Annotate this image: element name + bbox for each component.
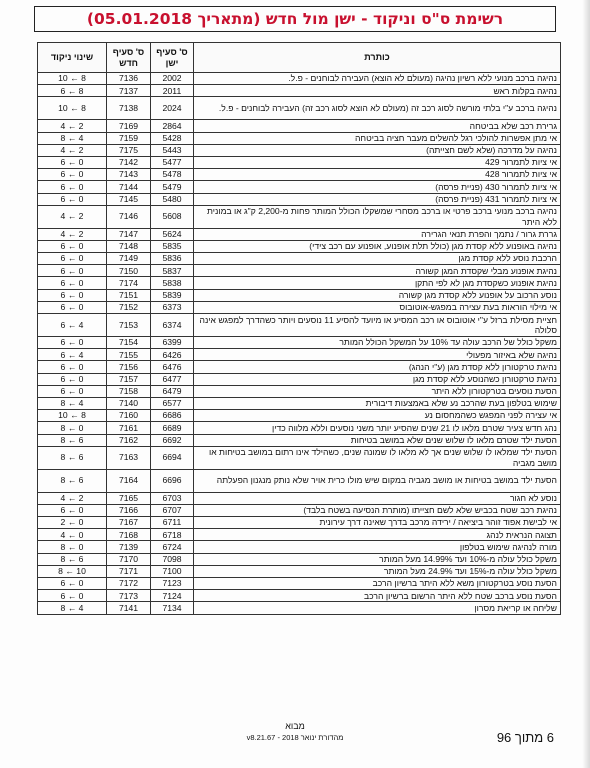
table-row bbox=[38, 578, 561, 590]
row-points-change: 8 ← 6 bbox=[38, 434, 107, 446]
row-points-change: 4 ← 2 bbox=[38, 144, 107, 156]
row-points-change: 6 ← 0 bbox=[38, 181, 107, 193]
row-title: שימוש בטלפון בעת שהרכב נע שלא באמצעות דיבורית bbox=[194, 397, 561, 409]
footer-version: מהדורת ינואר 2018 - v8.21.67 bbox=[246, 733, 344, 742]
table-row bbox=[38, 265, 561, 277]
row-new-section: 7162 bbox=[107, 434, 151, 446]
row-title: הסעת ילד במושב בטיחות או מושב מגביה במקום שיש מולו כרית אויר שלא נותק מנגנון הפעלתה bbox=[194, 469, 561, 492]
row-new-section: 7161 bbox=[107, 422, 151, 434]
table-row bbox=[38, 156, 561, 168]
table-row bbox=[38, 314, 561, 337]
row-points-change: 6 ← 0 bbox=[38, 385, 107, 397]
row-old-section: 2011 bbox=[151, 85, 194, 97]
row-points-change: 8 ← 6 bbox=[38, 469, 107, 492]
row-points-change: 4 ← 2 bbox=[38, 228, 107, 240]
row-old-section: 2002 bbox=[151, 73, 194, 85]
row-old-section: 5835 bbox=[151, 240, 194, 252]
table-row bbox=[38, 73, 561, 85]
row-new-section: 7152 bbox=[107, 301, 151, 313]
row-new-section: 7155 bbox=[107, 349, 151, 361]
table-row bbox=[38, 85, 561, 97]
row-title: אי מילוי הוראות בעת עצירה במפגש-אוטובוס bbox=[194, 301, 561, 313]
table-row bbox=[38, 289, 561, 301]
row-old-section: 5477 bbox=[151, 156, 194, 168]
row-title: משקל כולל של הרכב עולה עד 10% על המשקל הכולל המותר bbox=[194, 337, 561, 349]
row-new-section: 7172 bbox=[107, 578, 151, 590]
row-title: תצוגה הנראית לנהג bbox=[194, 529, 561, 541]
row-old-section: 5428 bbox=[151, 132, 194, 144]
row-old-section: 6426 bbox=[151, 349, 194, 361]
row-title: נוסע הרכוב על אופנוע ללא קסדת מגן קשורה bbox=[194, 289, 561, 301]
row-points-change: 6 ← 0 bbox=[38, 504, 107, 516]
table-row bbox=[38, 253, 561, 265]
table-row bbox=[38, 193, 561, 205]
table-row bbox=[38, 349, 561, 361]
row-title: נהיגה ברכב ע"י בלתי מורשה לסוג רכב זה (מעולם לא הוצא לסוג רכב זה) העבירה לבוחנים - פ.ל. bbox=[194, 97, 561, 120]
table-row bbox=[38, 120, 561, 132]
row-old-section: 6577 bbox=[151, 397, 194, 409]
row-new-section: 7148 bbox=[107, 240, 151, 252]
table-row bbox=[38, 97, 561, 120]
row-new-section: 7171 bbox=[107, 565, 151, 577]
row-points-change: 4 ← 2 bbox=[38, 205, 107, 228]
row-title: הסעת נוסע ברכב שטח ללא היתר הרשום ברשיון הרכב bbox=[194, 590, 561, 602]
row-points-change: 10 ← 8 bbox=[38, 97, 107, 120]
row-points-change: 6 ← 0 bbox=[38, 277, 107, 289]
row-new-section: 7146 bbox=[107, 205, 151, 228]
row-old-section: 6718 bbox=[151, 529, 194, 541]
row-title: אי ציות לתמרור 431 (פניית פרסה) bbox=[194, 193, 561, 205]
row-points-change: 6 ← 4 bbox=[38, 349, 107, 361]
table-row bbox=[38, 132, 561, 144]
row-new-section: 7173 bbox=[107, 590, 151, 602]
row-points-change: 8 ← 4 bbox=[38, 602, 107, 614]
row-old-section: 7134 bbox=[151, 602, 194, 614]
table-row bbox=[38, 205, 561, 228]
row-points-change: 6 ← 0 bbox=[38, 240, 107, 252]
row-points-change: 6 ← 0 bbox=[38, 169, 107, 181]
row-old-section: 5838 bbox=[151, 277, 194, 289]
row-old-section: 6707 bbox=[151, 504, 194, 516]
row-title: חציית מסילת ברזל ע"י אוטובוס או רכב המסיע או מיועד להסיע 11 נוסעים ויותר כשהדרך למפגש אינה סלולה bbox=[194, 314, 561, 337]
row-new-section: 7138 bbox=[107, 97, 151, 120]
row-new-section: 7143 bbox=[107, 169, 151, 181]
row-points-change: 6 ← 0 bbox=[38, 337, 107, 349]
row-points-change: 8 ← 4 bbox=[38, 397, 107, 409]
row-old-section: 6686 bbox=[151, 410, 194, 422]
row-points-change: 10 ← 8 bbox=[38, 73, 107, 85]
row-title: נהיגה ברכב מנועי ברכב פרטי או ברכב מסחרי שמשקלו הכולל המותר פחות מ-2,200 ק"ג או במונית ללא היתר bbox=[194, 205, 561, 228]
row-new-section: 7153 bbox=[107, 314, 151, 337]
row-old-section: 5608 bbox=[151, 205, 194, 228]
row-old-section: 6703 bbox=[151, 492, 194, 504]
row-points-change: 6 ← 0 bbox=[38, 156, 107, 168]
row-old-section: 5837 bbox=[151, 265, 194, 277]
footer-section: מבוא bbox=[285, 721, 305, 731]
row-old-section: 6476 bbox=[151, 361, 194, 373]
row-old-section: 5443 bbox=[151, 144, 194, 156]
row-old-section: 6374 bbox=[151, 314, 194, 337]
row-title: הסעת נוסע בטרקטורון משא ללא היתר ברשיון הרכב bbox=[194, 578, 561, 590]
table-row bbox=[38, 397, 561, 409]
row-points-change: 10 ← 8 bbox=[38, 410, 107, 422]
row-new-section: 7140 bbox=[107, 397, 151, 409]
table-row bbox=[38, 434, 561, 446]
points-table bbox=[37, 42, 561, 615]
row-points-change: 8 ← 0 bbox=[38, 541, 107, 553]
table-header-row bbox=[38, 43, 561, 73]
row-title: נהיגה באופנוע ללא קסדת מגן (כולל תלת אופנוע, אופנוע עם רכב צידי) bbox=[194, 240, 561, 252]
table-row bbox=[38, 373, 561, 385]
row-old-section: 7100 bbox=[151, 565, 194, 577]
row-new-section: 7167 bbox=[107, 517, 151, 529]
row-old-section: 5839 bbox=[151, 289, 194, 301]
table-row bbox=[38, 169, 561, 181]
row-new-section: 7139 bbox=[107, 541, 151, 553]
row-points-change: 4 ← 2 bbox=[38, 120, 107, 132]
table-row bbox=[38, 277, 561, 289]
row-new-section: 7168 bbox=[107, 529, 151, 541]
row-new-section: 7175 bbox=[107, 144, 151, 156]
row-new-section: 7156 bbox=[107, 361, 151, 373]
row-title: שליחה או קריאת מסרון bbox=[194, 602, 561, 614]
row-points-change: 6 ← 8 bbox=[38, 85, 107, 97]
row-old-section: 5836 bbox=[151, 253, 194, 265]
row-old-section: 5480 bbox=[151, 193, 194, 205]
row-old-section: 6689 bbox=[151, 422, 194, 434]
row-old-section: 5479 bbox=[151, 181, 194, 193]
table-body bbox=[38, 73, 561, 615]
row-new-section: 7154 bbox=[107, 337, 151, 349]
row-points-change: 6 ← 0 bbox=[38, 578, 107, 590]
row-title: נהיגה על מדרכה (שלא לשם חצייתה) bbox=[194, 144, 561, 156]
row-new-section: 7166 bbox=[107, 504, 151, 516]
table-row bbox=[38, 422, 561, 434]
row-old-section: 6696 bbox=[151, 469, 194, 492]
row-new-section: 7170 bbox=[107, 553, 151, 565]
row-title: מורה לנהיגה שימוש בטלפון bbox=[194, 541, 561, 553]
header-points-change: שינוי ניקוד bbox=[38, 43, 107, 73]
table-row bbox=[38, 446, 561, 469]
row-points-change: 6 ← 0 bbox=[38, 193, 107, 205]
row-old-section: 6373 bbox=[151, 301, 194, 313]
row-title: נהיגת רכב שטח בכביש שלא לשם חצייתו (מותרת הנסיעה בשטח בלבד) bbox=[194, 504, 561, 516]
row-title: הסעת ילד שמלאו לו שלוש שנים אך לא מלאו לו שמונה שנים, כשהילד אינו רתום במושב בטיחות או מושב מגביה bbox=[194, 446, 561, 469]
row-title: נוסע לא חגור bbox=[194, 492, 561, 504]
row-new-section: 7149 bbox=[107, 253, 151, 265]
row-points-change: 6 ← 0 bbox=[38, 590, 107, 602]
row-points-change: 4 ← 0 bbox=[38, 529, 107, 541]
row-new-section: 7174 bbox=[107, 277, 151, 289]
table-row bbox=[38, 553, 561, 565]
row-old-section: 6477 bbox=[151, 373, 194, 385]
row-title: הסעת נוסעים בטרקטורון ללא היתר bbox=[194, 385, 561, 397]
page-edge-shadow bbox=[582, 0, 590, 768]
title-box bbox=[34, 6, 556, 32]
table-row bbox=[38, 240, 561, 252]
table-row bbox=[38, 602, 561, 614]
row-new-section: 7169 bbox=[107, 120, 151, 132]
row-old-section: 6694 bbox=[151, 446, 194, 469]
row-title: נהיגה בקלות ראש bbox=[194, 85, 561, 97]
table-row bbox=[38, 541, 561, 553]
header-old-section: ס' סעיף ישן bbox=[151, 43, 194, 73]
row-title: נהיגה ברכב מנועי ללא רשיון נהיגה (מעולם לא הוצא) העבירה לבוחנים - פ.ל. bbox=[194, 73, 561, 85]
row-new-section: 7147 bbox=[107, 228, 151, 240]
row-title: אי ציות לתמרור 429 bbox=[194, 156, 561, 168]
row-new-section: 7145 bbox=[107, 193, 151, 205]
table-row bbox=[38, 301, 561, 313]
table-row bbox=[38, 590, 561, 602]
row-old-section: 6479 bbox=[151, 385, 194, 397]
table-row bbox=[38, 144, 561, 156]
row-points-change: 8 ← 6 bbox=[38, 553, 107, 565]
row-title: אי עצירה לפני המפגש כשהמחסום נע bbox=[194, 410, 561, 422]
row-title: נהיגה שלא באיזור מפעולי bbox=[194, 349, 561, 361]
footer-page-number: 6 מתוך 96 bbox=[496, 730, 554, 745]
row-old-section: 7124 bbox=[151, 590, 194, 602]
page-title: רשימת ס"ס וניקוד - ישן מול חדש (מתאריך 05.01.2018) bbox=[86, 10, 504, 28]
row-points-change: 6 ← 0 bbox=[38, 301, 107, 313]
row-new-section: 7157 bbox=[107, 373, 151, 385]
row-title: משקל כולל עולה מ-15% ועד 24.9% מעל המותר bbox=[194, 565, 561, 577]
row-title: אי לבישת אפוד זוהר ביציאה / ירידה מרכב בדרך שאינה דרך עירונית bbox=[194, 517, 561, 529]
row-points-change: 8 ← 4 bbox=[38, 132, 107, 144]
table-row bbox=[38, 361, 561, 373]
row-points-change: 6 ← 0 bbox=[38, 265, 107, 277]
row-points-change: 6 ← 0 bbox=[38, 361, 107, 373]
row-new-section: 7160 bbox=[107, 410, 151, 422]
row-title: אי ציות לתמרור 430 (פניית פרסה) bbox=[194, 181, 561, 193]
row-title: הסעת ילד שטרם מלאו לו שלוש שנים שלא במושב בטיחות bbox=[194, 434, 561, 446]
row-points-change: 6 ← 0 bbox=[38, 373, 107, 385]
table-row bbox=[38, 228, 561, 240]
row-new-section: 7141 bbox=[107, 602, 151, 614]
row-points-change: 4 ← 2 bbox=[38, 492, 107, 504]
row-old-section: 5624 bbox=[151, 228, 194, 240]
row-title: נהיגת אופנוע מבלי שקסדת המגן קשורה bbox=[194, 265, 561, 277]
row-old-section: 7098 bbox=[151, 553, 194, 565]
row-title: נהג חדש צעיר שטרם מלאו לו 21 שנים שהסיע יותר משני נוסעים וללא מלווה כדין bbox=[194, 422, 561, 434]
table-row bbox=[38, 410, 561, 422]
table-row bbox=[38, 337, 561, 349]
row-points-change: 8 ← 10 bbox=[38, 565, 107, 577]
row-new-section: 7158 bbox=[107, 385, 151, 397]
row-new-section: 7142 bbox=[107, 156, 151, 168]
row-new-section: 7137 bbox=[107, 85, 151, 97]
row-title: גרירת רכב שלא בביטחה bbox=[194, 120, 561, 132]
table-row bbox=[38, 529, 561, 541]
row-old-section: 2864 bbox=[151, 120, 194, 132]
row-old-section: 6399 bbox=[151, 337, 194, 349]
footer-center bbox=[195, 721, 395, 742]
row-points-change: 6 ← 4 bbox=[38, 314, 107, 337]
table-row bbox=[38, 517, 561, 529]
row-title: גררת גרור / נתמך והפרת תנאי הגרירה bbox=[194, 228, 561, 240]
row-old-section: 7123 bbox=[151, 578, 194, 590]
row-new-section: 7150 bbox=[107, 265, 151, 277]
row-new-section: 7144 bbox=[107, 181, 151, 193]
row-old-section: 2024 bbox=[151, 97, 194, 120]
row-old-section: 5478 bbox=[151, 169, 194, 181]
row-new-section: 7163 bbox=[107, 446, 151, 469]
header-title: כותרת bbox=[194, 43, 561, 73]
row-points-change: 6 ← 0 bbox=[38, 289, 107, 301]
table-row bbox=[38, 469, 561, 492]
row-new-section: 7136 bbox=[107, 73, 151, 85]
row-title: נהיגת טרקטורון ללא קסדת מגן (ע"י הנהג) bbox=[194, 361, 561, 373]
table-row bbox=[38, 492, 561, 504]
row-new-section: 7164 bbox=[107, 469, 151, 492]
row-title: הרכבת נוסע ללא קסדת מגן bbox=[194, 253, 561, 265]
row-new-section: 7159 bbox=[107, 132, 151, 144]
row-points-change: 8 ← 0 bbox=[38, 422, 107, 434]
row-title: נהיגת אופנוע כשקסדת מגן לא לפי התקן bbox=[194, 277, 561, 289]
row-old-section: 6724 bbox=[151, 541, 194, 553]
row-points-change: 6 ← 0 bbox=[38, 253, 107, 265]
row-title: משקל כולל עולה מ-10% ועד 14.99% מעל המותר bbox=[194, 553, 561, 565]
row-title: אי ציות לתמרור 428 bbox=[194, 169, 561, 181]
row-new-section: 7165 bbox=[107, 492, 151, 504]
row-old-section: 6711 bbox=[151, 517, 194, 529]
table-row bbox=[38, 504, 561, 516]
table-row bbox=[38, 181, 561, 193]
row-points-change: 8 ← 6 bbox=[38, 446, 107, 469]
table-row bbox=[38, 385, 561, 397]
table-row bbox=[38, 565, 561, 577]
row-old-section: 6692 bbox=[151, 434, 194, 446]
row-new-section: 7151 bbox=[107, 289, 151, 301]
header-new-section: ס' סעיף חדש bbox=[107, 43, 151, 73]
row-title: אי מתן אפשרות להולכי רגל להשלים מעבר חציה בביטחה bbox=[194, 132, 561, 144]
row-points-change: 2 ← 0 bbox=[38, 517, 107, 529]
row-title: נהיגת טרקטורון כשהנוסע ללא קסדת מגן bbox=[194, 373, 561, 385]
